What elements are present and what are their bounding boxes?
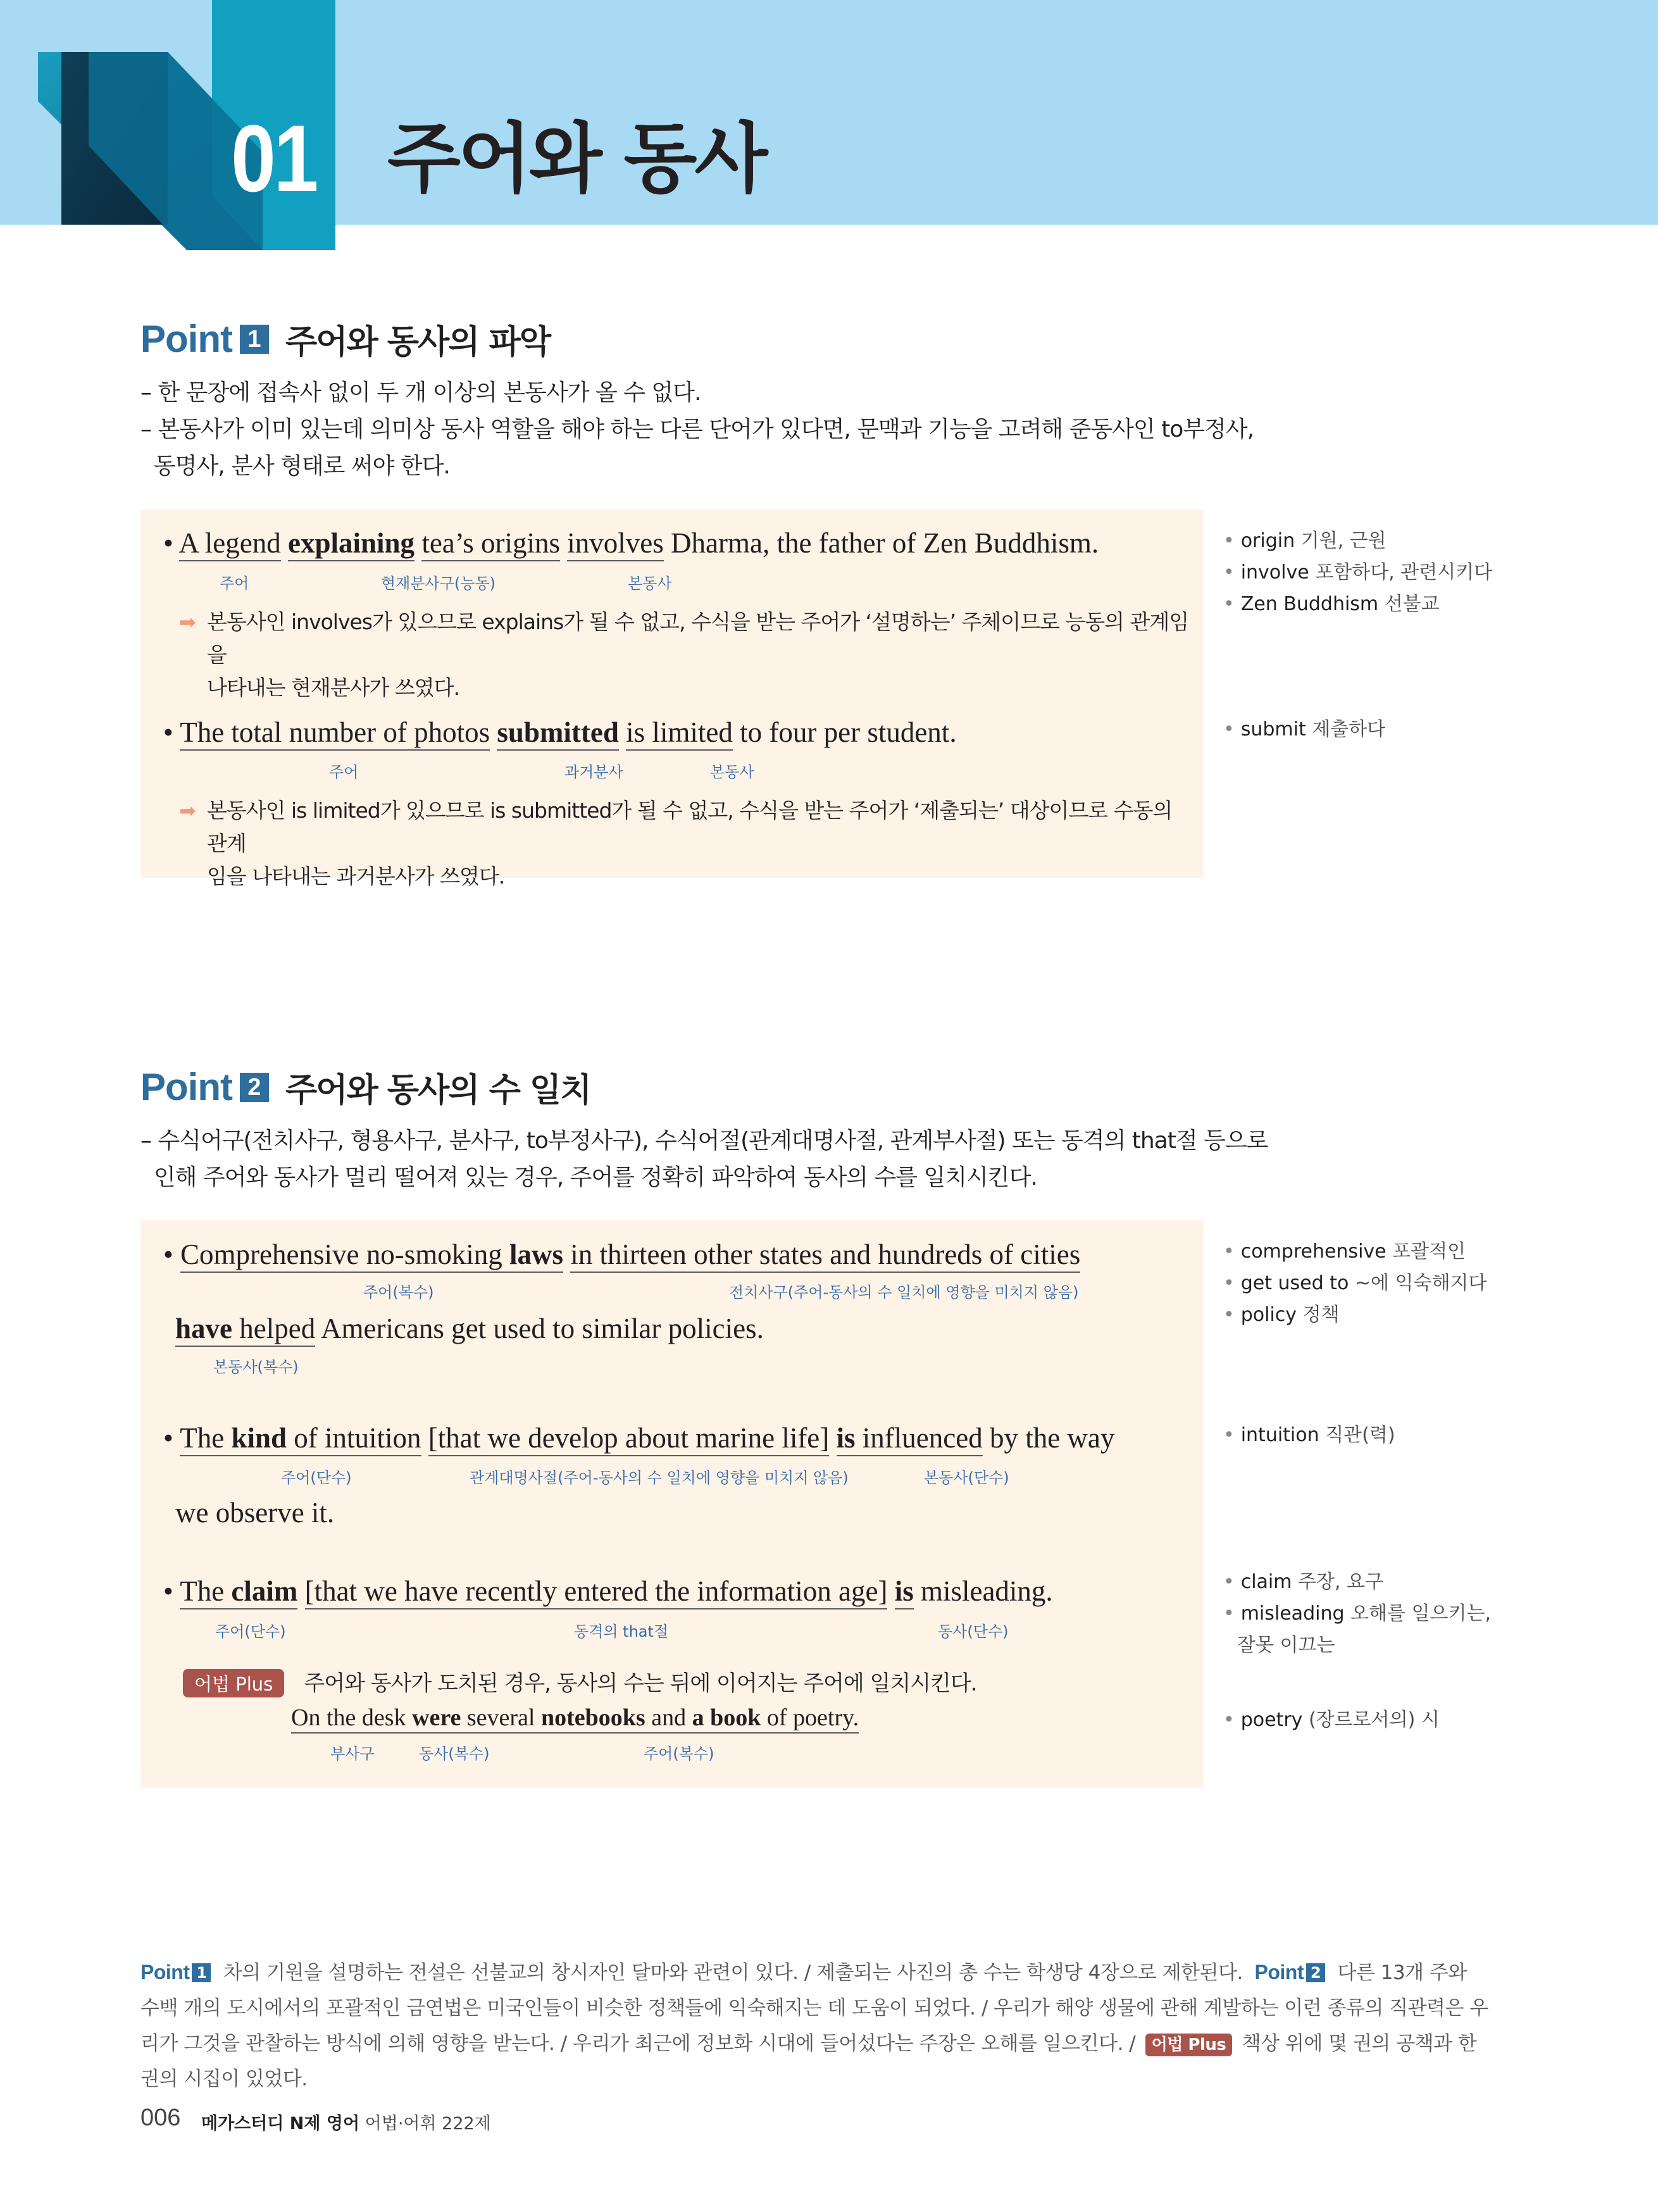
book-title: 메가스터디 N제 영어 어법·어휘 222제: [201, 2114, 491, 2134]
point-2-heading: [140, 1063, 590, 1111]
plus-badge: 어법 Plus: [183, 1669, 284, 1697]
explanation: [179, 606, 1194, 704]
translation-text: 다른 13개 주와 수백 개의 도시에서의 포괄적인 금연법은 미국인들이 비슷한 정책들에 익숙해지는 데 도움이 되었다. / 우리가 해양 생물에 관해 계발하는 이런 종류의 직관력은 우리가 그것을 관찰하는 방식에 의해 영향을 받는다. / 우리가 최근에 정보화 시대에 들어섰다는 주장은 오해를 일으킨다. /: [140, 1961, 1488, 2055]
example-sentence-continued: [175, 1312, 764, 1345]
sentence-rest: to four per student.: [740, 716, 957, 748]
main-verb: is limited: [626, 716, 733, 751]
point-number-badge: 2: [1306, 1963, 1325, 1982]
glossary-item: 잘못 이끄는: [1237, 1634, 1335, 1656]
point-label: Point: [140, 318, 232, 360]
glossary: [1223, 1236, 1487, 1331]
glossary-item: • submit 제출하다: [1223, 718, 1386, 740]
chapter-number: 01: [231, 105, 317, 211]
example-sentence: [163, 716, 957, 749]
bullet: •: [163, 1575, 180, 1607]
grammar-tag: 부사구: [330, 1745, 375, 1763]
subject-phrase: Comprehensive no-smoking laws: [180, 1239, 563, 1273]
point-title: 주어와 동사의 파악: [285, 323, 551, 361]
example-sentence: [163, 1575, 1053, 1608]
grammar-tag: 동격의 that절: [574, 1623, 669, 1640]
main-verb: is influenced: [837, 1422, 983, 1456]
point-number-badge: 1: [240, 325, 269, 354]
glossary-item: • origin 기원, 근원: [1223, 530, 1387, 552]
main-verb: involves: [567, 527, 664, 561]
arrow-right-icon: ➡: [179, 610, 196, 634]
grammar-tag: 현재분사구(능동): [381, 575, 496, 592]
bullet: •: [163, 1239, 181, 1270]
grammar-tag: 주어: [329, 763, 359, 781]
sentence-rest: misleading.: [920, 1575, 1053, 1607]
grammar-tag: 주어(복수): [363, 1284, 434, 1301]
subject-phrase: The claim: [180, 1575, 297, 1609]
grammar-tag: 동사(복수): [419, 1745, 490, 1763]
modifier-phrase: in thirteen other states and hundreds of cities: [570, 1239, 1080, 1273]
description-line: – 본동사가 이미 있는데 의미상 동사 역할을 해야 하는 다른 단어가 있다면, 문맥과 기능을 고려해 준동사인 to부정사,: [140, 416, 1254, 442]
key-word: explaining: [288, 527, 414, 561]
glossary: [1223, 1566, 1491, 1661]
point-1-description: [140, 375, 1254, 485]
grammar-tag: 동사(단수): [938, 1623, 1009, 1640]
glossary-item: • poetry (장르로서의) 시: [1223, 1709, 1440, 1731]
glossary: [1223, 1704, 1440, 1736]
translation-text: 책상 위에 몇 권의 공책과 한 권의 시집이 있었다.: [140, 2032, 1477, 2090]
modifier-phrase: tea’s origins: [421, 527, 560, 561]
grammar-tag: 관계대명사절(주어-동사의 수 일치에 영향을 미치지 않음): [470, 1469, 849, 1487]
grammar-tag: 주어(단수): [215, 1623, 286, 1640]
glossary: [1223, 1420, 1395, 1451]
translation-text: 차의 기원을 설명하는 전설은 선불교의 창시자인 달마와 관련이 있다. / 제출되는 사진의 총 수는 학생당 4장으로 제한된다.: [223, 1961, 1243, 1984]
grammar-tag: 본동사(복수): [213, 1358, 299, 1376]
chapter-title: 주어와 동사: [387, 115, 766, 203]
example-sentence: [163, 527, 1099, 559]
grammar-tag: 과거분사: [564, 763, 623, 781]
glossary-item: • comprehensive 포괄적인: [1223, 1240, 1466, 1263]
page-number: 006: [140, 2104, 181, 2131]
example-sentence: [163, 1422, 1114, 1454]
grammar-tag: 본동사(단수): [924, 1469, 1009, 1487]
glossary-item: • misleading 오해를 일으키는,: [1223, 1603, 1491, 1625]
glossary: [1223, 714, 1385, 746]
description-line: – 한 문장에 접속사 없이 두 개 이상의 본동사가 올 수 없다.: [140, 380, 701, 406]
sentence-rest: Dharma, the father of Zen Buddhism.: [671, 527, 1099, 559]
grammar-tag: 본동사: [710, 763, 754, 781]
point-label: Point: [140, 1066, 232, 1108]
description-line: 동명사, 분사 형태로 써야 한다.: [140, 453, 450, 479]
relative-clause: [that we develop about marine life]: [428, 1422, 830, 1456]
point-number-badge: 1: [192, 1963, 211, 1982]
explanation-line: 나타내는 현재분사가 쓰였다.: [207, 675, 460, 700]
point-1-example-box: [140, 509, 1204, 889]
point-title: 주어와 동사의 수 일치: [285, 1072, 591, 1109]
glossary-item: • intuition 직관(력): [1223, 1424, 1395, 1446]
arrow-right-icon: ➡: [179, 799, 196, 823]
grammar-tag: 전치사구(주어-동사의 수 일치에 영향을 미치지 않음): [729, 1284, 1079, 1301]
verb: were: [412, 1704, 461, 1731]
plus-text: 주어와 동사가 도치된 경우, 동사의 수는 뒤에 이어지는 주어에 일치시킨다.: [304, 1671, 977, 1696]
example-sentence: [163, 1238, 1080, 1271]
plus-badge: 어법 Plus: [1145, 2034, 1233, 2056]
glossary-item: • Zen Buddhism 선불교: [1223, 593, 1440, 615]
subject-phrase: The total number of photos: [180, 716, 490, 751]
sentence-rest: Americans get used to similar policies.: [320, 1313, 764, 1344]
explanation: [179, 794, 1194, 893]
main-verb: have helped: [175, 1313, 315, 1347]
point-1-heading: [140, 315, 550, 363]
point-label: Point: [140, 1961, 190, 1984]
explanation-line: 임을 나타내는 과거분사가 쓰였다.: [207, 864, 505, 889]
bullet: •: [163, 716, 180, 748]
glossary-item: • claim 주장, 요구: [1223, 1571, 1384, 1593]
key-word: submitted: [497, 716, 619, 751]
subject-phrase: A legend: [179, 527, 281, 561]
main-verb: is: [895, 1575, 914, 1609]
sentence-rest: by the way: [989, 1422, 1115, 1454]
plus-example-sentence: On the desk were several notebooks and a book of poetry.: [291, 1704, 859, 1732]
bullet: •: [163, 1422, 180, 1454]
point-number-badge: 2: [240, 1073, 269, 1102]
translation-footnote: [140, 1954, 1488, 2097]
subject-phrase: The kind of intuition: [180, 1422, 421, 1456]
glossary: [1223, 525, 1492, 620]
sentence-rest: we observe it.: [175, 1497, 335, 1528]
glossary-item: • get used to ~에 익숙해지다: [1223, 1272, 1487, 1294]
grammar-tag: 주어: [220, 575, 249, 592]
glossary-item: • policy 정책: [1223, 1304, 1340, 1326]
adverb-phrase: On the desk: [291, 1704, 406, 1731]
point-2-description: [140, 1123, 1268, 1196]
grammar-tag: 본동사: [628, 575, 672, 592]
description-line: – 수식어구(전치사구, 형용사구, 분사구, to부정사구), 수식어절(관계대명사절, 관계부사절) 또는 동격의 that절 등으로: [140, 1128, 1268, 1154]
point-2-example-box: [140, 1220, 1204, 1788]
description-line: 인해 주어와 동사가 멀리 떨어져 있는 경우, 주어를 정확히 파악하여 동사의 수를 일치시킨다.: [140, 1165, 1037, 1190]
explanation-line: 본동사인 is limited가 있으므로 is submitted가 될 수 없고, 수식을 받는 주어가 ‘제출되는’ 대상이므로 수동의 관계: [207, 798, 1173, 856]
explanation-line: 본동사인 involves가 있으므로 explains가 될 수 없고, 수식을 받는 주어가 ‘설명하는’ 주체이므로 능동의 관계임을: [207, 609, 1189, 667]
point-label: Point: [1254, 1961, 1304, 1984]
grammar-tag: 주어(단수): [281, 1469, 352, 1487]
bullet: •: [163, 527, 179, 559]
grammar-tag: 주어(복수): [644, 1745, 714, 1763]
grammar-plus: [183, 1666, 977, 1697]
appositive-clause: [that we have recently entered the information age]: [305, 1575, 888, 1609]
glossary-item: • involve 포함하다, 관련시키다: [1223, 561, 1493, 584]
